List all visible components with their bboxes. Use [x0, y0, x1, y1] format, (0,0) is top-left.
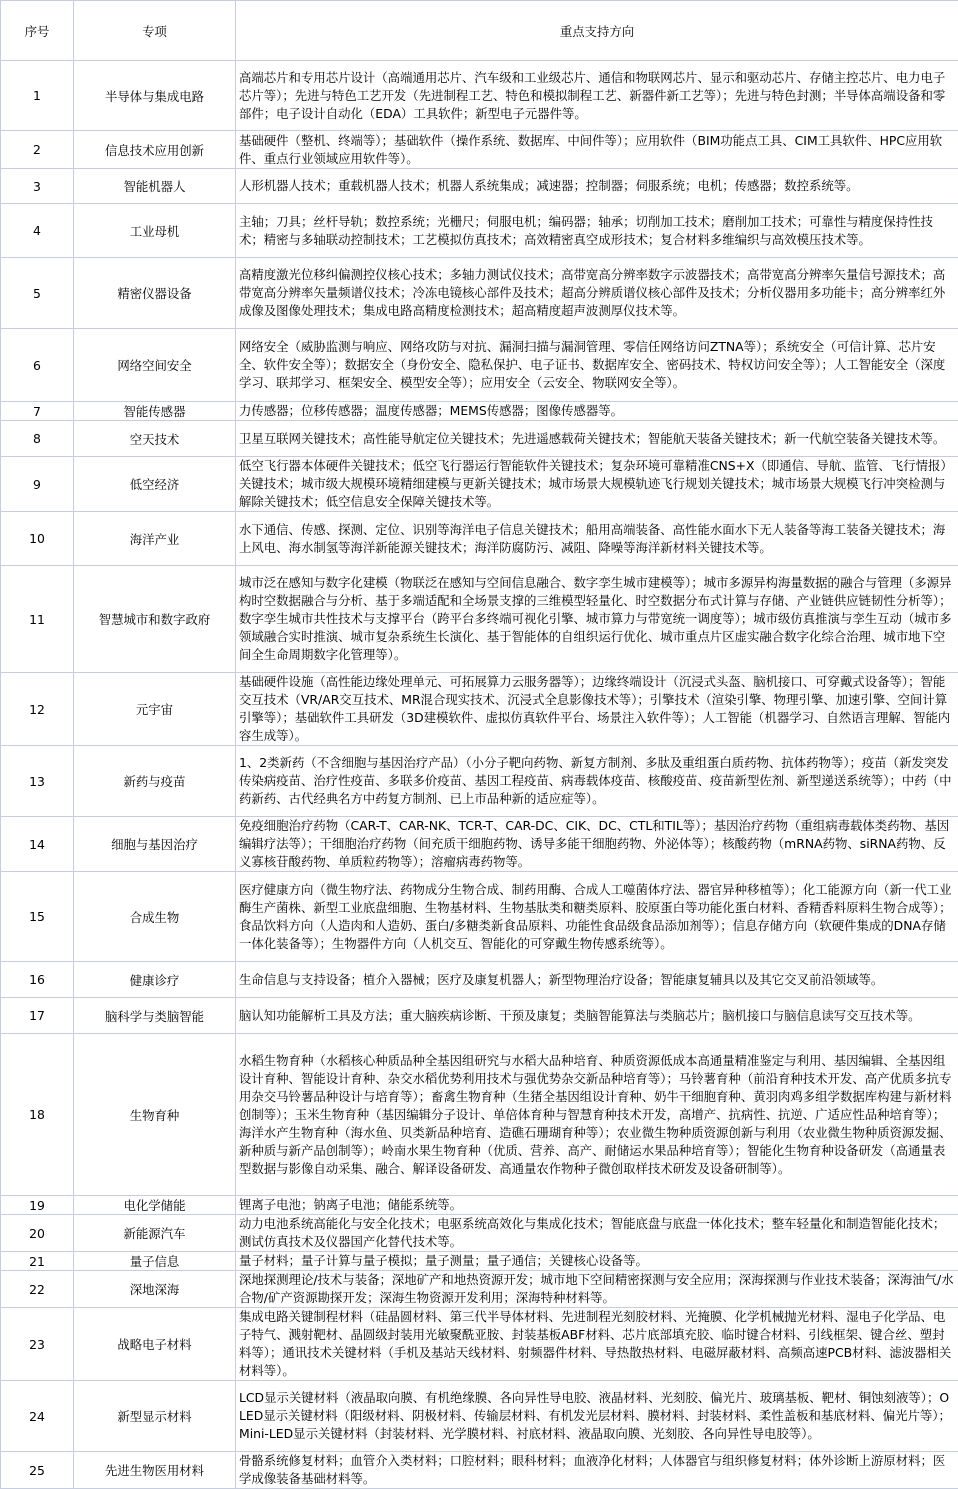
- row-category: 新型显示材料: [74, 1381, 236, 1452]
- row-category: 合成生物: [74, 872, 236, 962]
- table-row: [1, 566, 958, 673]
- row-category: 生物育种: [74, 1034, 236, 1196]
- row-direction: 动力电池系统高能化与安全化技术；电驱系统高效化与集成化技术；智能底盘与底盘一体化技术；整车轻量化和制造智能化技术；测试仿真技术及仪器国产化替代技术等。: [236, 1215, 958, 1252]
- table-row: [1, 1381, 958, 1452]
- table-row: [1, 1196, 958, 1215]
- row-index: 11: [1, 566, 74, 673]
- row-category: 健康诊疗: [74, 962, 236, 998]
- table-row: [1, 746, 958, 817]
- row-direction: 锂离子电池；钠离子电池；储能系统等。: [236, 1196, 958, 1215]
- row-index: 6: [1, 329, 74, 402]
- row-direction: 力传感器；位移传感器；温度传感器；MEMS传感器；图像传感器等。: [236, 402, 958, 421]
- table-row: [1, 1271, 958, 1308]
- table-row: [1, 329, 958, 402]
- table-row: [1, 457, 958, 512]
- row-category: 脑科学与类脑智能: [74, 998, 236, 1034]
- row-direction: 卫星互联网关键技术；高性能导航定位关键技术；先进遥感载荷关键技术；智能航天装备关键技术；新一代航空装备关键技术等。: [236, 421, 958, 457]
- table-row: [1, 258, 958, 329]
- table-row: [1, 962, 958, 998]
- table-row: [1, 512, 958, 566]
- table-header-row: [1, 1, 958, 61]
- row-index: 4: [1, 204, 74, 258]
- row-category: 量子信息: [74, 1252, 236, 1271]
- row-index: 12: [1, 673, 74, 746]
- row-direction: 网络安全（威胁监测与响应、网络攻防与对抗、漏洞扫描与漏洞管理、零信任网络访问ZTNA等）；系统安全（可信计算、芯片安全、软件安全等）；数据安全（身份安全、隐私保护、电子证书、数据库安全、密码技术、特权访问安全等）；人工智能安全（深度学习、联邦学习、框架安全、模型安全等）；应用安全（云安全、物联网安全等）。: [236, 329, 958, 402]
- row-direction: 骨骼系统修复材料；血管介入类材料；口腔材料；眼科材料；血液净化材料；人体器官与组织修复材料；体外诊断上游原材料；医学成像装备基础材料等。: [236, 1452, 958, 1489]
- row-direction: 生命信息与支持设备；植介入器械；医疗及康复机器人；新型物理治疗设备；智能康复辅具以及其它交叉前沿领域等。: [236, 962, 958, 998]
- row-direction: 基础硬件设施（高性能边缘处理单元、可拓展算力云服务器等）；边缘终端设计（沉浸式头盔、脑机接口、可穿戴式设备等）；智能交互技术（VR/AR交互技术、MR混合现实技术、沉浸式全息影像技术等）；引擎技术（渲染引擎、物理引擎、加速引擎、空间计算引擎等）；基础软件工具研发（3D建模软件、虚拟仿真软件平台、场景注入软件等）；人工智能（机器学习、自然语言理解、智能内容生成等）。: [236, 673, 958, 746]
- row-index: 9: [1, 457, 74, 512]
- row-direction: 深地探测理论/技术与装备；深地矿产和地热资源开发；城市地下空间精密探测与安全应用；深海探测与作业技术装备；深海油气/水合物/矿产资源勘探开发；深海生物资源开发利用；深海特种材料等。: [236, 1271, 958, 1308]
- table-row: [1, 131, 958, 169]
- row-direction: 医疗健康方向（微生物疗法、药物成分生物合成、制药用酶、合成人工噬菌体疗法、器官异种移植等）；化工能源方向（新一代工业酶生产菌株、新型工业底盘细胞、生物基材料、生物基肽类和糖类原料、胶原蛋白等功能化蛋白材料、香精香料原料生物合成等）；食品饮料方向（人造肉和人造奶、蛋白/多糖类新食品原料、功能性食品级食品添加剂等）；信息存储方向（软硬件集成的DNA存储一体化装备等）；生物器件方向（人机交互、智能化的可穿戴生物传感系统等）。: [236, 872, 958, 962]
- row-category: 海洋产业: [74, 512, 236, 566]
- row-index: 16: [1, 962, 74, 998]
- row-category: 电化学储能: [74, 1196, 236, 1215]
- row-category: 先进生物医用材料: [74, 1452, 236, 1489]
- row-category: 工业母机: [74, 204, 236, 258]
- row-category: 精密仪器设备: [74, 258, 236, 329]
- row-direction: 城市泛在感知与数字化建模（物联泛在感知与空间信息融合、数字孪生城市建模等）；城市多源异构海量数据的融合与管理（多源异构时空数据融合与分析、基于多端适配和全场景支撑的三维模型轻量化、时空数据分布式计算与存储、产业链供应链韧性分析等）；数字孪生城市共性技术与支撑平台（跨平台多终端可视化引擎、城市算力与带宽统一调度等）；城市级仿真推演与孪生互动（城市多领域融合实时推演、城市复杂系统生长演化、基于智能体的自组织运行优化、城市重点片区虚实融合数字化综合治理、城市地下空间全生命周期数字化管理等）。: [236, 566, 958, 673]
- row-direction: 1、2类新药（不含细胞与基因治疗产品）（小分子靶向药物、新复方制剂、多肽及重组蛋白质药物、抗体药物等）；疫苗（新发突发传染病疫苗、治疗性疫苗、多联多价疫苗、基因工程疫苗、病毒载体疫苗、核酸疫苗、疫苗新型佐剂、新型递送系统等）；中药（中药新药、古代经典名方中药复方制剂、已上市品种新的适应症等）。: [236, 746, 958, 817]
- table-row: [1, 817, 958, 872]
- row-direction: 低空飞行器本体硬件关键技术；低空飞行器运行智能软件关键技术；复杂环境可靠精准CNS+X（即通信、导航、监管、飞行情报）关键技术；城市级大规模环境精细建模与更新关键技术；城市场景大规模轨迹飞行规划关键技术；城市场景大规模飞行冲突检测与解除关键技术；低空信息安全保障关键技术等。: [236, 457, 958, 512]
- row-category: 智慧城市和数字政府: [74, 566, 236, 673]
- table-body: [1, 61, 958, 1489]
- row-direction: 免疫细胞治疗药物（CAR-T、CAR-NK、TCR-T、CAR-DC、CIK、DC、CTL和TIL等）；基因治疗药物（重组病毒载体类药物、基因编辑疗法等）；干细胞治疗药物（间充质干细胞药物、诱导多能干细胞药物、外泌体等）；核酸药物（mRNA药物、siRNA药物、反义寡核苷酸药物、单质粒药物等）；溶瘤病毒药物等。: [236, 817, 958, 872]
- header-index: 序号: [1, 1, 74, 61]
- row-category: 深地深海: [74, 1271, 236, 1308]
- row-category: 新药与疫苗: [74, 746, 236, 817]
- table-row: [1, 61, 958, 131]
- row-index: 23: [1, 1308, 74, 1381]
- table-row: [1, 402, 958, 421]
- row-index: 7: [1, 402, 74, 421]
- row-category: 低空经济: [74, 457, 236, 512]
- row-index: 14: [1, 817, 74, 872]
- table-row: [1, 872, 958, 962]
- row-category: 细胞与基因治疗: [74, 817, 236, 872]
- table-row: [1, 421, 958, 457]
- row-category: 智能机器人: [74, 169, 236, 204]
- table-row: [1, 1252, 958, 1271]
- row-direction: 水下通信、传感、探测、定位、识别等海洋电子信息关键技术；船用高端装备、高性能水面水下无人装备等海工装备关键技术；海上风电、海水制氢等海洋新能源关键技术；海洋防腐防污、减阻、降噪等海洋新材料关键技术等。: [236, 512, 958, 566]
- table-row: [1, 1215, 958, 1252]
- row-index: 21: [1, 1252, 74, 1271]
- row-direction: 集成电路关键制程材料（硅晶圆材料、第三代半导体材料、先进制程光刻胶材料、光掩膜、化学机械抛光材料、湿电子化学品、电子特气、溅射靶材、晶圆级封装用光敏聚酰亚胺、封装基板ABF材料、芯片底部填充胶、临时键合材料、引线框架、键合丝、塑封料等）；通讯技术关键材料（手机及基站天线材料、射频器件材料、导热散热材料、电磁屏蔽材料、高频高速PCB材料、滤波器相关材料等）。: [236, 1308, 958, 1381]
- row-category: 网络空间安全: [74, 329, 236, 402]
- row-index: 15: [1, 872, 74, 962]
- row-direction: 主轴；刀具；丝杆导轨；数控系统；光栅尺；伺服电机；编码器；轴承；切削加工技术；磨削加工技术；可靠性与精度保持性技术；精密与多轴联动控制技术；工艺模拟仿真技术；高效精密真空成形技术；复合材料多维编织与高效模压技术等。: [236, 204, 958, 258]
- table-row: [1, 1308, 958, 1381]
- row-index: 20: [1, 1215, 74, 1252]
- table-row: [1, 673, 958, 746]
- row-index: 2: [1, 131, 74, 169]
- row-direction: 水稻生物育种（水稻核心种质品种全基因组研究与水稻大品种培育、种质资源低成本高通量精准鉴定与利用、基因编辑、全基因组设计育种、智能设计育种、杂交水稻优势利用技术与强优势杂交新品种培育等）；马铃薯育种（前沿育种技术开发、高产优质多抗专用杂交马铃薯品种设计与培育等）；畜禽生物育种（生猪全基因组设计育种、奶牛干细胞育种、黄羽肉鸡多组学数据库构建与新材料创制等）；玉米生物育种（基因编辑分子设计、单倍体育种与智慧育种技术开发，高增产、抗病性、抗逆、广适应性品种培育等）；海洋水产生物育种（海水鱼、贝类新品种培育、造礁石珊瑚育种等）；农业微生物种质资源创新与利用（农业微生物种质资源发掘、新种质与新产品创制等）；岭南水果生物育种（优质、营养、高产、耐储运水果品种培育等）；智能化生物育种设备研发（高通量表型数据与影像自动采集、融合、解译设备研发、高通量农作物种子微创取样技术研发及设备研制等）。: [236, 1034, 958, 1196]
- row-index: 8: [1, 421, 74, 457]
- row-direction: LCD显示关键材料（液晶取向膜、有机绝缘膜、各向异性导电胶、液晶材料、光刻胶、偏光片、玻璃基板、靶材、铜蚀刻液等）；OLED显示关键材料（阳级材料、阴极材料、传输层材料、有机发光层材料、膜材料、封装材料、柔性盖板和基底材料、偏光片等）；Mini-LED显示关键材料（封装材料、光学膜材料、衬底材料、液晶取向膜、光刻胶、各向异性导电胶等）。: [236, 1381, 958, 1452]
- table-row: [1, 1034, 958, 1196]
- row-category: 半导体与集成电路: [74, 61, 236, 131]
- row-index: 17: [1, 998, 74, 1034]
- header-category: 专项: [74, 1, 236, 61]
- row-direction: 脑认知功能解析工具及方法；重大脑疾病诊断、干预及康复；类脑智能算法与类脑芯片；脑机接口与脑信息读写交互技术等。: [236, 998, 958, 1034]
- row-direction: 高精度激光位移纠偏测控仪核心技术；多轴力测试仪技术；高带宽高分辨率数字示波器技术；高带宽高分辨率矢量信号源技术；高带宽高分辨率矢量频谱仪技术；冷冻电镜核心部件及技术；超高分辨质谱仪核心部件及技术；分析仪器用多功能卡；高分辨率红外成像及图像处理技术；集成电路高精度检测技术；超高精度超声波测厚仪技术等。: [236, 258, 958, 329]
- row-index: 18: [1, 1034, 74, 1196]
- row-category: 空天技术: [74, 421, 236, 457]
- row-category: 新能源汽车: [74, 1215, 236, 1252]
- row-direction: 高端芯片和专用芯片设计（高端通用芯片、汽车级和工业级芯片、通信和物联网芯片、显示和驱动芯片、存储主控芯片、电力电子芯片等）；先进与特色工艺开发（先进制程工艺、特色和模拟制程工艺、新器件新工艺等）；先进与特色封测；半导体高端设备和零部件；电子设计自动化（EDA）工具软件；新型电子元器件等。: [236, 61, 958, 131]
- row-index: 13: [1, 746, 74, 817]
- row-direction: 量子材料；量子计算与量子模拟；量子测量；量子通信；关键核心设备等。: [236, 1252, 958, 1271]
- row-index: 25: [1, 1452, 74, 1489]
- row-index: 1: [1, 61, 74, 131]
- row-index: 10: [1, 512, 74, 566]
- row-index: 5: [1, 258, 74, 329]
- table-row: [1, 204, 958, 258]
- header-direction: 重点支持方向: [236, 1, 958, 61]
- row-category: 元宇宙: [74, 673, 236, 746]
- row-direction: 人形机器人技术；重载机器人技术；机器人系统集成；减速器；控制器；伺服系统；电机；传感器；数控系统等。: [236, 169, 958, 204]
- row-category: 智能传感器: [74, 402, 236, 421]
- row-index: 3: [1, 169, 74, 204]
- table-row: [1, 169, 958, 204]
- table-row: [1, 998, 958, 1034]
- row-index: 22: [1, 1271, 74, 1308]
- row-category: 信息技术应用创新: [74, 131, 236, 169]
- row-direction: 基础硬件（整机、终端等）；基础软件（操作系统、数据库、中间件等）；应用软件（BIM功能点工具、CIM工具软件、HPC应用软件、重点行业领域应用软件等）。: [236, 131, 958, 169]
- row-index: 19: [1, 1196, 74, 1215]
- row-index: 24: [1, 1381, 74, 1452]
- row-category: 战略电子材料: [74, 1308, 236, 1381]
